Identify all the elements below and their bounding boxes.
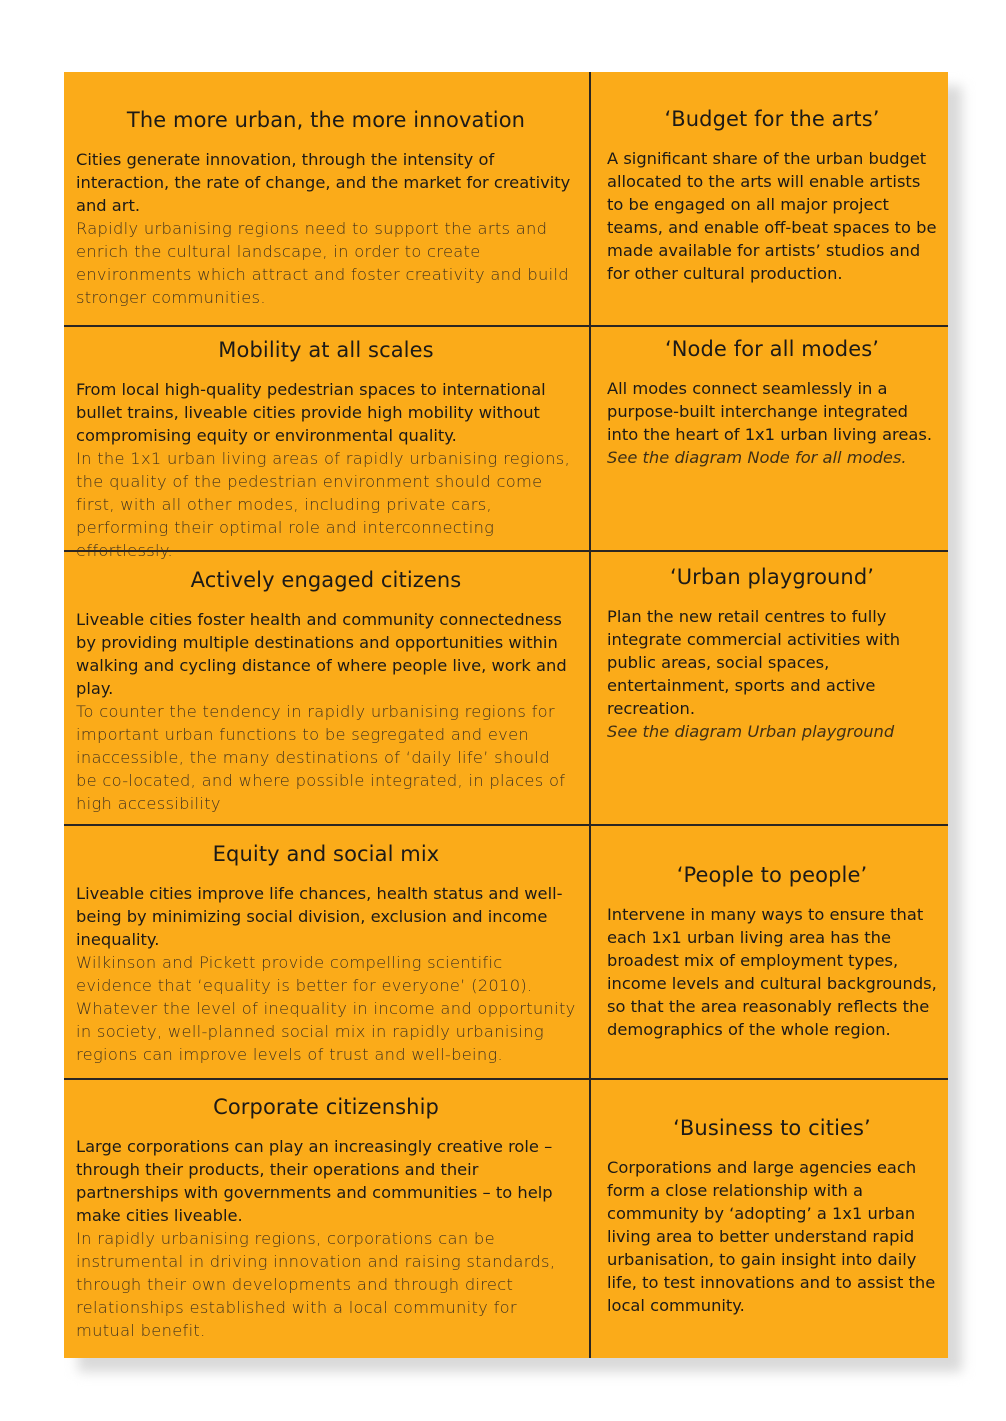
- principle-body: Wilkinson and Pickett provide compelling scientific evidence that ‘equality is better for everyone’ (2010). Whatever the level of inequality in income and opportunity in society, well-planned social mix in rapidly urbanising regions can improve levels of trust and well-being.: [76, 953, 576, 1064]
- initiative-cell: [607, 105, 937, 285]
- principle-lead: Liveable cities foster health and community connectedness by providing multiple destinations and opportunities within walking and cycling distance of where people live, work and play.: [76, 610, 567, 698]
- initiative-text: Plan the new retail centres to fully integrate commercial activities with public areas, social spaces, entertainment, sports and active recreation.: [607, 607, 901, 718]
- row-divider: [64, 1078, 948, 1080]
- initiative-text: Corporations and large agencies each form a close relationship with a community by ‘adopting’ a 1x1 urban living area to better understand rapid urbanisation, to gain insight into daily life, to test innovations and to assist the local community.: [607, 1158, 936, 1315]
- principle-title: Actively engaged citizens: [190, 568, 462, 592]
- column-divider: [589, 72, 591, 1358]
- principle-body: To counter the tendency in rapidly urbanising regions for important urban functions to be segregated and even inaccessible, the many destinations of ‘daily life’ should be co-located, and where possible integrated, in places of high accessibility: [76, 702, 566, 813]
- principle-lead: Cities generate innovation, through the intensity of interaction, the rate of change, and the market for creativity and art.: [76, 150, 571, 215]
- principle-body: In rapidly urbanising regions, corporations can be instrumental in driving innovation and raising standards, through their own developments and through direct relationships established with a local community for mutual benefit.: [76, 1229, 556, 1340]
- initiative-text: Intervene in many ways to ensure that each 1x1 urban living area has the broadest mix of employment types, income levels and cultural backgrounds, so that the area reasonably reflects the demographics of the whole region.: [607, 905, 937, 1039]
- initiative-cell: [607, 335, 937, 469]
- initiative-title: ‘Business to cities’: [673, 1116, 871, 1140]
- initiative-text: All modes connect seamlessly in a purpose-built interchange integrated into the heart of 1x1 urban living areas.: [607, 379, 933, 444]
- initiative-text: A significant share of the urban budget allocated to the arts will enable artists to be engaged on all major project teams, and enable off-beat spaces to be made available for artists’ studios and for other cultural production.: [607, 149, 937, 283]
- principle-cell: [76, 840, 576, 1066]
- initiative-cell: [607, 861, 937, 1041]
- principle-body: Rapidly urbanising regions need to support the arts and enrich the cultural landscape, in order to create environments which attract and foster creativity and build stronger communities.: [76, 219, 569, 307]
- row-divider: [64, 325, 948, 327]
- principle-lead: Liveable cities improve life chances, health status and well-being by minimizing social division, exclusion and income inequality.: [76, 884, 563, 949]
- principle-lead: Large corporations can play an increasingly creative role – through their products, their operations and their partnerships with governments and communities – to help make cities liveable.: [76, 1137, 553, 1225]
- initiative-title: ‘People to people’: [676, 863, 868, 887]
- initiative-title: ‘Node for all modes’: [664, 337, 880, 361]
- initiative-title: ‘Urban playground’: [669, 565, 875, 589]
- initiative-cell: [607, 563, 937, 743]
- initiative-cell: [607, 1114, 937, 1317]
- principle-cell: [76, 106, 576, 309]
- principle-cell: [76, 336, 576, 562]
- initiative-title: ‘Budget for the arts’: [664, 107, 880, 131]
- principle-title: The more urban, the more innovation: [126, 108, 526, 132]
- principle-cell: [76, 566, 576, 815]
- principle-lead: From local high-quality pedestrian spaces to international bullet trains, liveable cities provide high mobility without compromising equity or environmental quality.: [76, 380, 546, 445]
- principle-cell: [76, 1093, 576, 1342]
- principle-title: Equity and social mix: [212, 842, 440, 866]
- principle-title: Mobility at all scales: [218, 338, 434, 362]
- initiative-diagram-ref: See the diagram Node for all modes.: [607, 448, 907, 467]
- principle-body: In the 1x1 urban living areas of rapidly urbanising regions, the quality of the pedestrian environment should come first, with all other modes, including private cars, performing their optimal role and interconnecting effortlessly.: [76, 449, 571, 560]
- principles-table: [64, 72, 948, 1358]
- row-divider: [64, 824, 948, 826]
- initiative-diagram-ref: See the diagram Urban playground: [607, 722, 895, 741]
- principle-title: Corporate citizenship: [213, 1095, 439, 1119]
